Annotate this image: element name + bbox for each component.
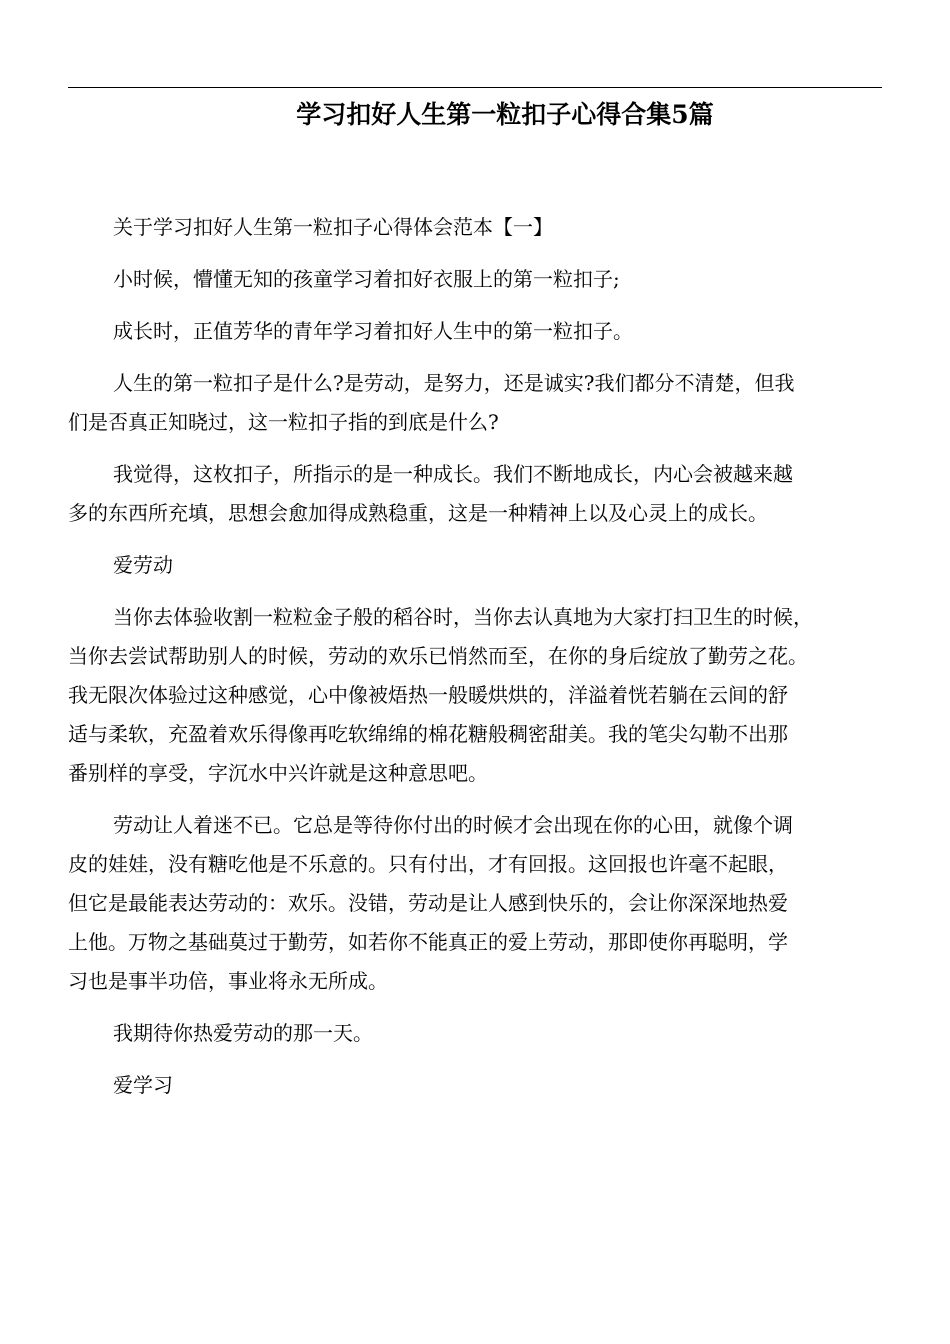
document-title: 学习扣好人生第一粒扣子心得合集5篇 [296,100,714,129]
paragraph-line: 人生的第一粒扣子是什么?是劳动，是努力，还是诚实?我们都分不清楚，但我 [113,371,795,395]
paragraph [68,260,898,299]
header-rule [68,87,882,88]
paragraph-line: 成长时，正值芳华的青年学习着扣好人生中的第一粒扣子。 [113,319,633,343]
paragraph-line: 小时候，懵懂无知的孩童学习着扣好衣服上的第一粒扣子; [113,267,620,291]
paragraph [68,312,898,351]
paragraph-line: 爱学习 [113,1073,173,1097]
paragraph-line: 关于学习扣好人生第一粒扣子心得体会范本【一】 [113,215,553,239]
section-heading-love-labor [68,546,898,585]
paragraph [68,364,898,442]
paragraph-line: 适与柔软，充盈着欢乐得像再吃软绵绵的棉花糖般稠密甜美。我的笔尖勾勒不出那 [68,722,788,746]
paragraph-line: 但它是最能表达劳动的：欢乐。没错，劳动是让人感到快乐的，会让你深深地热爱 [68,891,788,915]
paragraph-line: 劳动让人着迷不已。它总是等待你付出的时候才会出现在你的心田，就像个调 [113,813,793,837]
paragraph-line: 爱劳动 [113,553,173,577]
paragraph-line: 番别样的享受，字沉水中兴许就是这种意思吧。 [68,761,488,785]
section-heading-love-study [68,1066,898,1105]
paragraph-line: 习也是事半功倍，事业将永无所成。 [68,969,388,993]
paragraph-heading-1 [68,208,898,247]
paragraph [68,598,898,793]
paragraph-line: 当你去体验收割一粒粒金子般的稻谷时，当你去认真地为大家打扫卫生的时候， [113,605,813,629]
paragraph-line: 上他。万物之基础莫过于勤劳，如若你不能真正的爱上劳动，那即使你再聪明，学 [68,930,788,954]
paragraph-line: 皮的娃娃，没有糖吃他是不乐意的。只有付出，才有回报。这回报也许毫不起眼， [68,852,788,876]
paragraph-line: 们是否真正知晓过，这一粒扣子指的到底是什么? [68,410,499,434]
paragraph-line: 我无限次体验过这种感觉，心中像被焐热一般暖烘烘的，洋溢着恍若躺在云间的舒 [68,683,788,707]
paragraph-line: 我觉得，这枚扣子，所指示的是一种成长。我们不断地成长，内心会被越来越 [113,462,793,486]
paragraph [68,806,898,1001]
paragraph-line: 我期待你热爱劳动的那一天。 [113,1021,373,1045]
paragraph [68,1014,898,1053]
document-body [68,208,898,1118]
paragraph-line: 当你去尝试帮助别人的时候，劳动的欢乐已悄然而至，在你的身后绽放了勤劳之花。 [68,644,808,668]
paragraph-line: 多的东西所充填，思想会愈加得成熟稳重，这是一种精神上以及心灵上的成长。 [68,501,768,525]
paragraph [68,455,898,533]
